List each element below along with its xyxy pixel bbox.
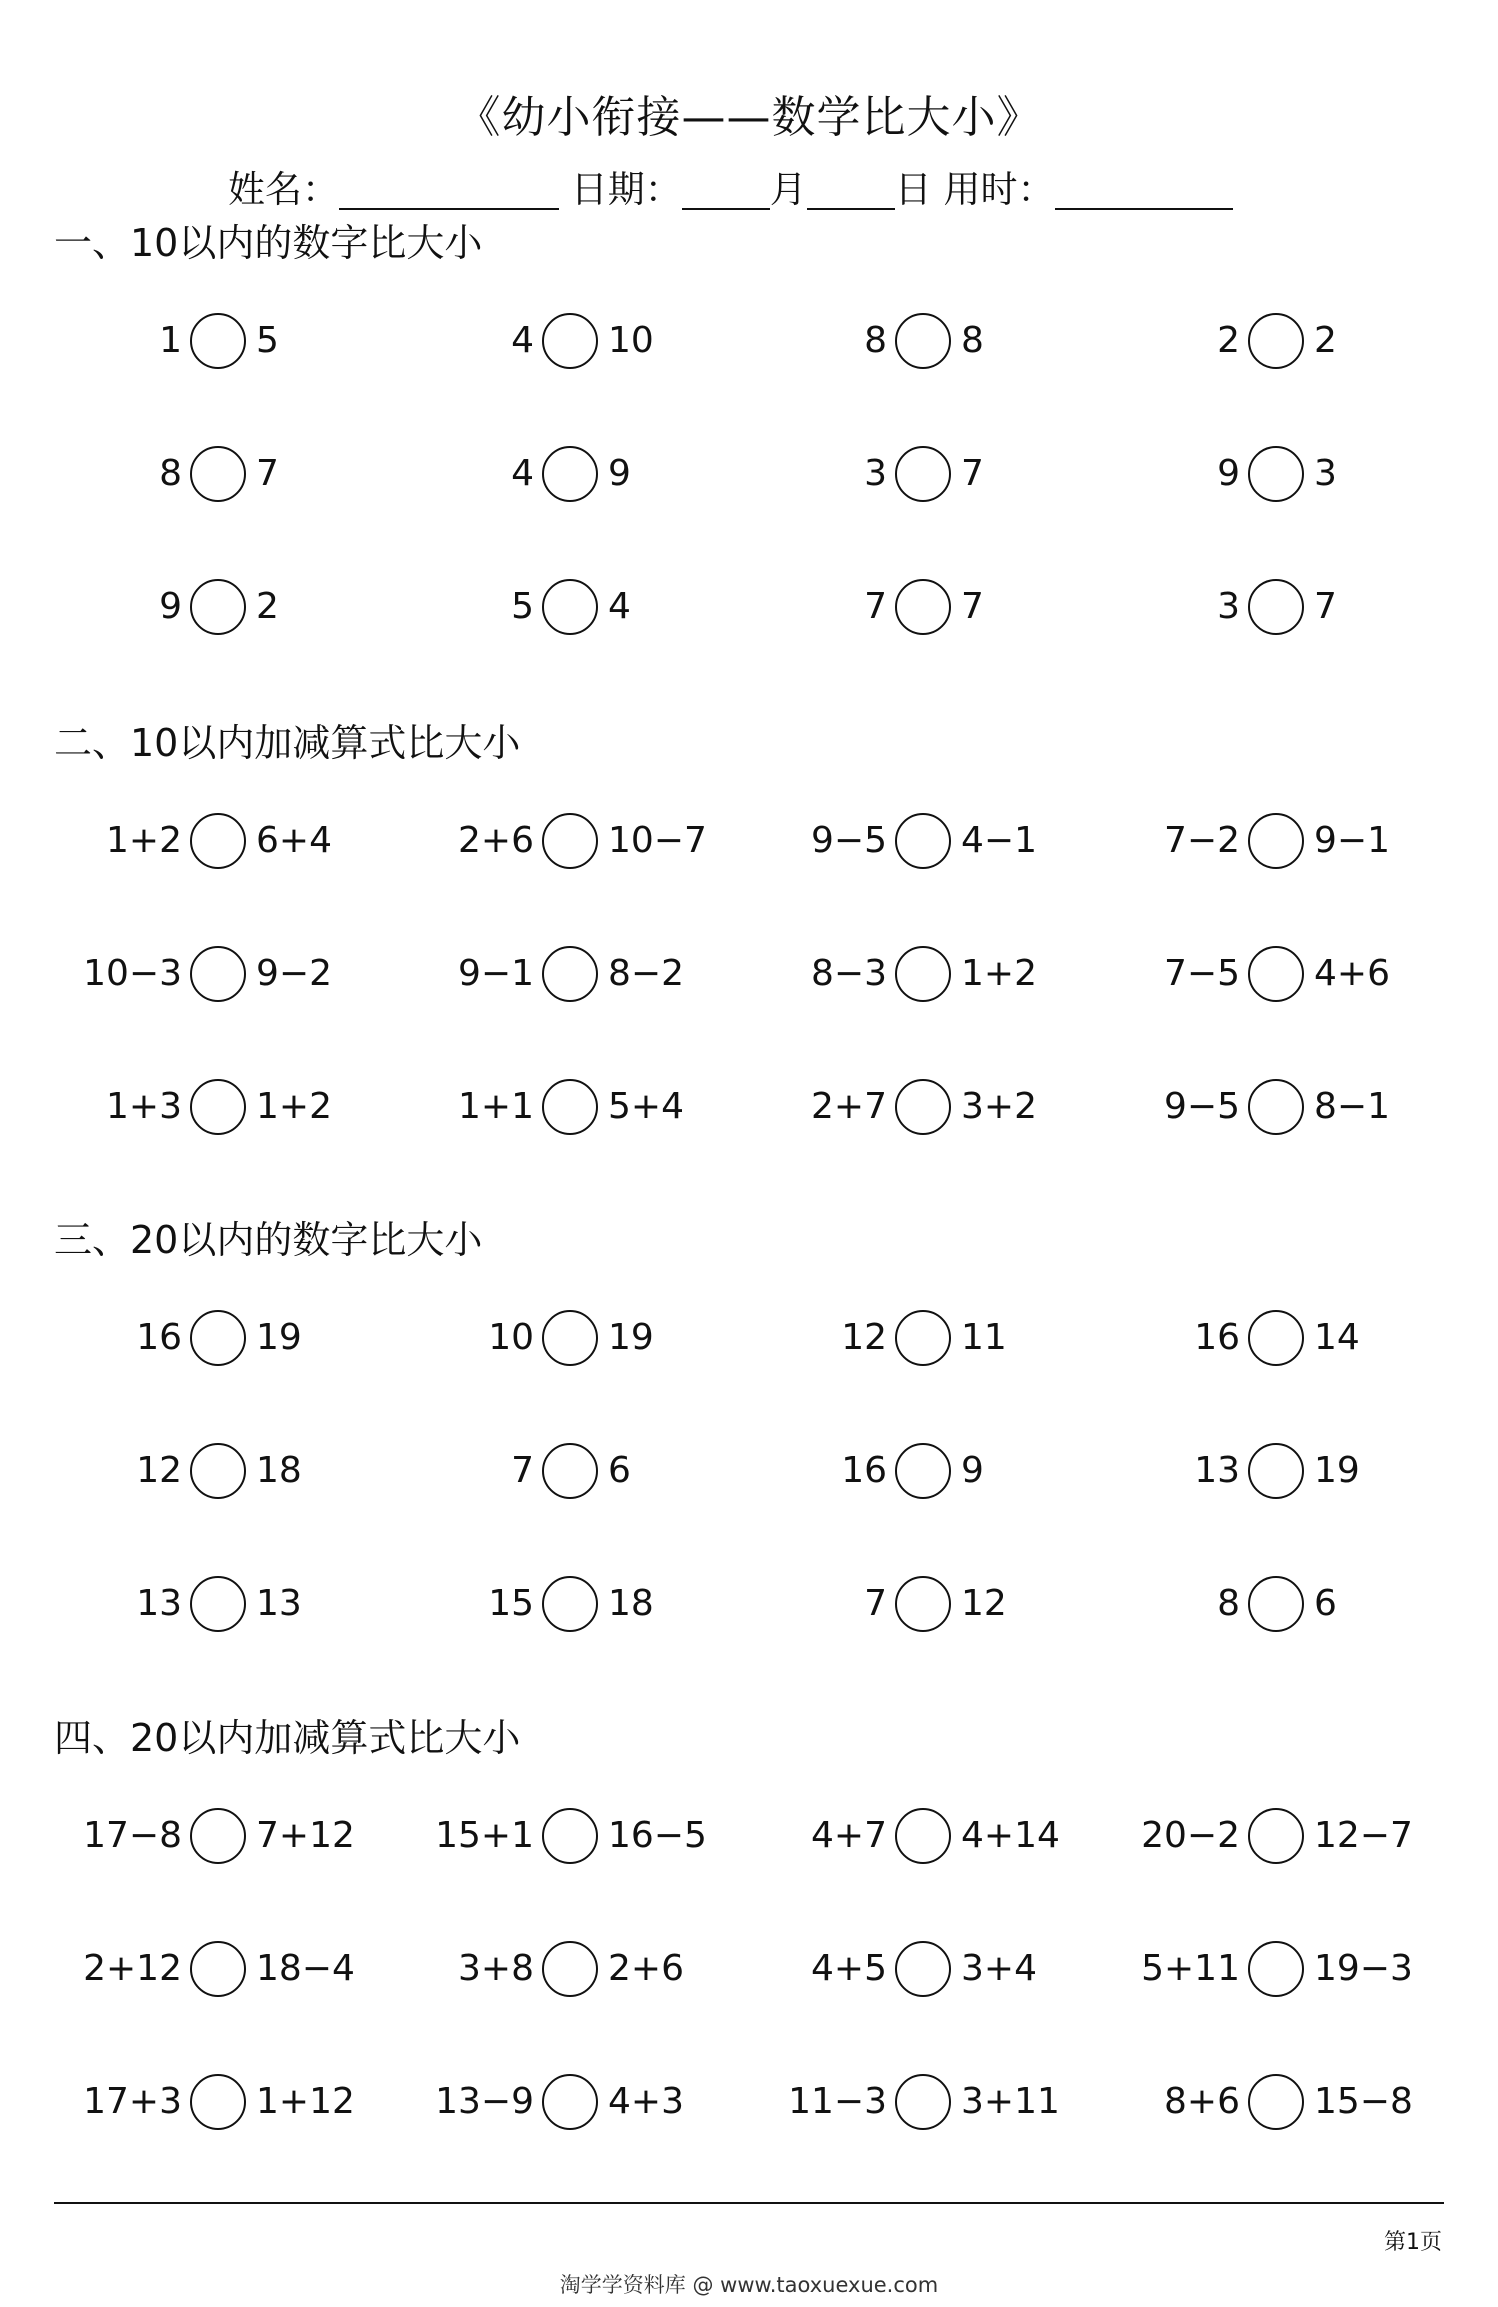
time-label: 用时： bbox=[943, 168, 1055, 211]
right-operand: 12−7 bbox=[1314, 1815, 1413, 1856]
answer-circle[interactable] bbox=[1248, 579, 1304, 635]
month-blank[interactable] bbox=[682, 168, 770, 210]
month-label: 月 bbox=[769, 168, 807, 211]
right-operand: 6 bbox=[1314, 1583, 1337, 1624]
right-operand: 18−4 bbox=[256, 1948, 355, 1989]
right-operand: 7 bbox=[961, 586, 984, 627]
answer-circle[interactable] bbox=[895, 2074, 951, 2130]
section-heading: 三、20以内的数字比大小 bbox=[54, 1218, 483, 1262]
left-operand: 4+7 bbox=[811, 1815, 887, 1856]
answer-circle[interactable] bbox=[895, 1941, 951, 1997]
left-operand: 2+7 bbox=[811, 1086, 887, 1127]
answer-circle[interactable] bbox=[542, 1079, 598, 1135]
answer-circle[interactable] bbox=[895, 813, 951, 869]
answer-circle[interactable] bbox=[1248, 813, 1304, 869]
answer-circle[interactable] bbox=[895, 579, 951, 635]
left-operand: 2+6 bbox=[458, 820, 534, 861]
right-operand: 10 bbox=[608, 320, 654, 361]
answer-circle[interactable] bbox=[1248, 1941, 1304, 1997]
answer-circle[interactable] bbox=[190, 946, 246, 1002]
right-operand: 3 bbox=[1314, 453, 1337, 494]
day-label: 日 bbox=[894, 168, 932, 211]
answer-circle[interactable] bbox=[895, 446, 951, 502]
answer-circle[interactable] bbox=[895, 1443, 951, 1499]
left-operand: 4 bbox=[511, 453, 534, 494]
right-operand: 7 bbox=[1314, 586, 1337, 627]
left-operand: 8 bbox=[864, 320, 887, 361]
right-operand: 4−1 bbox=[961, 820, 1037, 861]
right-operand: 14 bbox=[1314, 1317, 1360, 1358]
day-blank[interactable] bbox=[807, 168, 895, 210]
answer-circle[interactable] bbox=[542, 1576, 598, 1632]
section-heading: 一、10以内的数字比大小 bbox=[54, 221, 483, 265]
answer-circle[interactable] bbox=[190, 813, 246, 869]
answer-circle[interactable] bbox=[542, 946, 598, 1002]
date-label: 日期： bbox=[570, 168, 682, 211]
answer-circle[interactable] bbox=[190, 313, 246, 369]
left-operand: 1 bbox=[159, 320, 182, 361]
left-operand: 1+3 bbox=[106, 1086, 182, 1127]
left-operand: 15 bbox=[488, 1583, 534, 1624]
answer-circle[interactable] bbox=[542, 446, 598, 502]
left-operand: 3+8 bbox=[458, 1948, 534, 1989]
student-info-line bbox=[228, 162, 1233, 218]
answer-circle[interactable] bbox=[895, 1576, 951, 1632]
right-operand: 3+4 bbox=[961, 1948, 1037, 1989]
answer-circle[interactable] bbox=[542, 2074, 598, 2130]
right-operand: 7+12 bbox=[256, 1815, 355, 1856]
answer-circle[interactable] bbox=[895, 313, 951, 369]
left-operand: 13 bbox=[136, 1583, 182, 1624]
answer-circle[interactable] bbox=[895, 946, 951, 1002]
left-operand: 7−2 bbox=[1164, 820, 1240, 861]
name-label: 姓名： bbox=[228, 168, 339, 211]
right-operand: 7 bbox=[961, 453, 984, 494]
left-operand: 8+6 bbox=[1164, 2081, 1240, 2122]
answer-circle[interactable] bbox=[1248, 446, 1304, 502]
answer-circle[interactable] bbox=[542, 1310, 598, 1366]
right-operand: 19 bbox=[608, 1317, 654, 1358]
footer-divider bbox=[54, 2202, 1444, 2204]
answer-circle[interactable] bbox=[1248, 1443, 1304, 1499]
right-operand: 9−2 bbox=[256, 953, 332, 994]
left-operand: 16 bbox=[1194, 1317, 1240, 1358]
left-operand: 4+5 bbox=[811, 1948, 887, 1989]
right-operand: 15−8 bbox=[1314, 2081, 1413, 2122]
answer-circle[interactable] bbox=[542, 813, 598, 869]
answer-circle[interactable] bbox=[542, 313, 598, 369]
left-operand: 13 bbox=[1194, 1450, 1240, 1491]
right-operand: 4 bbox=[608, 586, 631, 627]
right-operand: 1+2 bbox=[256, 1086, 332, 1127]
left-operand: 4 bbox=[511, 320, 534, 361]
answer-circle[interactable] bbox=[895, 1310, 951, 1366]
answer-circle[interactable] bbox=[1248, 946, 1304, 1002]
right-operand: 9−1 bbox=[1314, 820, 1390, 861]
right-operand: 2+6 bbox=[608, 1948, 684, 1989]
right-operand: 8 bbox=[961, 320, 984, 361]
answer-circle[interactable] bbox=[190, 579, 246, 635]
right-operand: 1+2 bbox=[961, 953, 1037, 994]
right-operand: 19 bbox=[256, 1317, 302, 1358]
answer-circle[interactable] bbox=[542, 1941, 598, 1997]
answer-circle[interactable] bbox=[1248, 1808, 1304, 1864]
watermark-text: 淘学学资料库 @ www.taoxuexue.com bbox=[559, 2273, 939, 2297]
left-operand: 7 bbox=[864, 1583, 887, 1624]
right-operand: 6+4 bbox=[256, 820, 332, 861]
answer-circle[interactable] bbox=[190, 1808, 246, 1864]
answer-circle[interactable] bbox=[1248, 313, 1304, 369]
left-operand: 7−5 bbox=[1164, 953, 1240, 994]
right-operand: 7 bbox=[256, 453, 279, 494]
left-operand: 7 bbox=[864, 586, 887, 627]
answer-circle[interactable] bbox=[895, 1808, 951, 1864]
right-operand: 2 bbox=[256, 586, 279, 627]
right-operand: 8−2 bbox=[608, 953, 684, 994]
left-operand: 5 bbox=[511, 586, 534, 627]
right-operand: 5+4 bbox=[608, 1086, 684, 1127]
answer-circle[interactable] bbox=[1248, 2074, 1304, 2130]
answer-circle[interactable] bbox=[190, 2074, 246, 2130]
right-operand: 4+3 bbox=[608, 2081, 684, 2122]
right-operand: 10−7 bbox=[608, 820, 707, 861]
right-operand: 9 bbox=[608, 453, 631, 494]
section-heading: 四、20以内加减算式比大小 bbox=[54, 1716, 521, 1760]
right-operand: 12 bbox=[961, 1583, 1007, 1624]
left-operand: 7 bbox=[511, 1450, 534, 1491]
left-operand: 17+3 bbox=[83, 2081, 182, 2122]
left-operand: 8 bbox=[159, 453, 182, 494]
name-blank[interactable] bbox=[339, 168, 559, 210]
right-operand: 6 bbox=[608, 1450, 631, 1491]
answer-circle[interactable] bbox=[1248, 1576, 1304, 1632]
left-operand: 9−5 bbox=[811, 820, 887, 861]
left-operand: 8 bbox=[1217, 1583, 1240, 1624]
left-operand: 12 bbox=[841, 1317, 887, 1358]
left-operand: 11−3 bbox=[788, 2081, 887, 2122]
right-operand: 3+2 bbox=[961, 1086, 1037, 1127]
left-operand: 9 bbox=[1217, 453, 1240, 494]
left-operand: 8−3 bbox=[811, 953, 887, 994]
left-operand: 3 bbox=[1217, 586, 1240, 627]
answer-circle[interactable] bbox=[190, 446, 246, 502]
left-operand: 17−8 bbox=[83, 1815, 182, 1856]
page-number: 第1页 bbox=[1384, 2230, 1442, 2255]
page-title: 《幼小衔接——数学比大小》 bbox=[456, 92, 1042, 143]
left-operand: 2 bbox=[1217, 320, 1240, 361]
answer-circle[interactable] bbox=[542, 1443, 598, 1499]
left-operand: 15+1 bbox=[435, 1815, 534, 1856]
right-operand: 13 bbox=[256, 1583, 302, 1624]
right-operand: 19 bbox=[1314, 1450, 1360, 1491]
right-operand: 2 bbox=[1314, 320, 1337, 361]
time-blank[interactable] bbox=[1055, 168, 1233, 210]
answer-circle[interactable] bbox=[1248, 1079, 1304, 1135]
section-heading: 二、10以内加减算式比大小 bbox=[54, 721, 521, 765]
left-operand: 9−1 bbox=[458, 953, 534, 994]
left-operand: 12 bbox=[136, 1450, 182, 1491]
answer-circle[interactable] bbox=[190, 1079, 246, 1135]
right-operand: 19−3 bbox=[1314, 1948, 1413, 1989]
left-operand: 20−2 bbox=[1141, 1815, 1240, 1856]
right-operand: 5 bbox=[256, 320, 279, 361]
right-operand: 18 bbox=[608, 1583, 654, 1624]
left-operand: 2+12 bbox=[83, 1948, 182, 1989]
answer-circle[interactable] bbox=[1248, 1310, 1304, 1366]
right-operand: 16−5 bbox=[608, 1815, 707, 1856]
answer-circle[interactable] bbox=[190, 1941, 246, 1997]
right-operand: 8−1 bbox=[1314, 1086, 1390, 1127]
left-operand: 10−3 bbox=[83, 953, 182, 994]
answer-circle[interactable] bbox=[190, 1310, 246, 1366]
right-operand: 11 bbox=[961, 1317, 1007, 1358]
right-operand: 1+12 bbox=[256, 2081, 355, 2122]
right-operand: 3+11 bbox=[961, 2081, 1060, 2122]
right-operand: 4+6 bbox=[1314, 953, 1390, 994]
left-operand: 9 bbox=[159, 586, 182, 627]
left-operand: 1+1 bbox=[458, 1086, 534, 1127]
left-operand: 9−5 bbox=[1164, 1086, 1240, 1127]
left-operand: 1+2 bbox=[106, 820, 182, 861]
answer-circle[interactable] bbox=[542, 1808, 598, 1864]
left-operand: 10 bbox=[488, 1317, 534, 1358]
right-operand: 9 bbox=[961, 1450, 984, 1491]
answer-circle[interactable] bbox=[190, 1576, 246, 1632]
left-operand: 3 bbox=[864, 453, 887, 494]
answer-circle[interactable] bbox=[542, 579, 598, 635]
left-operand: 5+11 bbox=[1141, 1948, 1240, 1989]
left-operand: 13−9 bbox=[435, 2081, 534, 2122]
left-operand: 16 bbox=[136, 1317, 182, 1358]
left-operand: 16 bbox=[841, 1450, 887, 1491]
answer-circle[interactable] bbox=[190, 1443, 246, 1499]
right-operand: 18 bbox=[256, 1450, 302, 1491]
answer-circle[interactable] bbox=[895, 1079, 951, 1135]
right-operand: 4+14 bbox=[961, 1815, 1060, 1856]
